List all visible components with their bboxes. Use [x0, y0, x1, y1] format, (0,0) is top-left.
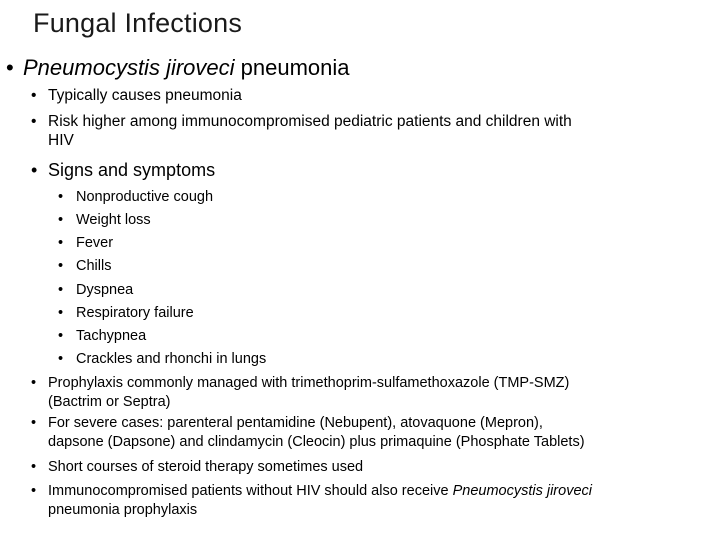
level1-italic: Pneumocystis jiroveci — [23, 55, 235, 80]
bullet-icon: • — [58, 305, 64, 321]
bullet-icon: • — [31, 375, 37, 391]
note-text: For severe cases: parenteral pentamidine (Nebupent), atovaquone (Mepron), — [48, 415, 543, 431]
symptom-text: Nonproductive cough — [76, 189, 214, 205]
level1-rest: pneumonia — [234, 55, 350, 80]
symptom-text: Dyspnea — [76, 282, 134, 298]
bullet-icon: • — [31, 87, 37, 104]
bullet-icon: • — [31, 160, 38, 180]
bullet-icon: • — [58, 351, 64, 367]
signs-heading: Signs and symptoms — [48, 160, 216, 180]
symptom-text: Chills — [76, 258, 112, 274]
note-text — [48, 483, 592, 500]
symptom-text: Tachypnea — [76, 328, 147, 344]
bullet-icon: • — [58, 258, 64, 274]
bullet-icon: • — [6, 55, 14, 80]
bullet-icon: • — [31, 459, 37, 475]
note-text: Short courses of steroid therapy sometimes used — [48, 459, 364, 475]
note-text-a: Immunocompromised patients without HIV should also receive — [48, 483, 453, 499]
bullet-icon: • — [31, 483, 37, 499]
bullet-icon: • — [58, 212, 64, 228]
symptom-text: Weight loss — [76, 212, 151, 228]
note-text: Prophylaxis commonly managed with trimethoprim-sulfamethoxazole (TMP-SMZ) — [48, 375, 570, 391]
bullet-icon: • — [58, 282, 64, 298]
symptom-text: Fever — [76, 235, 114, 251]
bullet-icon: • — [58, 189, 64, 205]
symptom-text: Respiratory failure — [76, 305, 194, 321]
bullet-icon: • — [58, 328, 64, 344]
note-text-italic: Pneumocystis jiroveci — [452, 483, 592, 499]
symptom-text: Crackles and rhonchi in lungs — [76, 351, 267, 367]
level2-text: Risk higher among immunocompromised pediatric patients and children with — [48, 113, 572, 130]
bullet-icon: • — [31, 113, 37, 130]
level1-text — [23, 55, 350, 81]
level2-text-cont: HIV — [48, 132, 74, 149]
level2-text: Typically causes pneumonia — [48, 87, 242, 104]
note-text-cont: (Bactrim or Septra) — [48, 394, 171, 410]
slide-title: Fungal Infections — [33, 8, 243, 38]
bullet-icon: • — [58, 235, 64, 251]
note-text-cont: dapsone (Dapsone) and clindamycin (Cleocin) plus primaquine (Phosphate Tablets) — [48, 434, 585, 450]
bullet-icon: • — [31, 415, 37, 431]
note-text-cont: pneumonia prophylaxis — [48, 502, 198, 518]
